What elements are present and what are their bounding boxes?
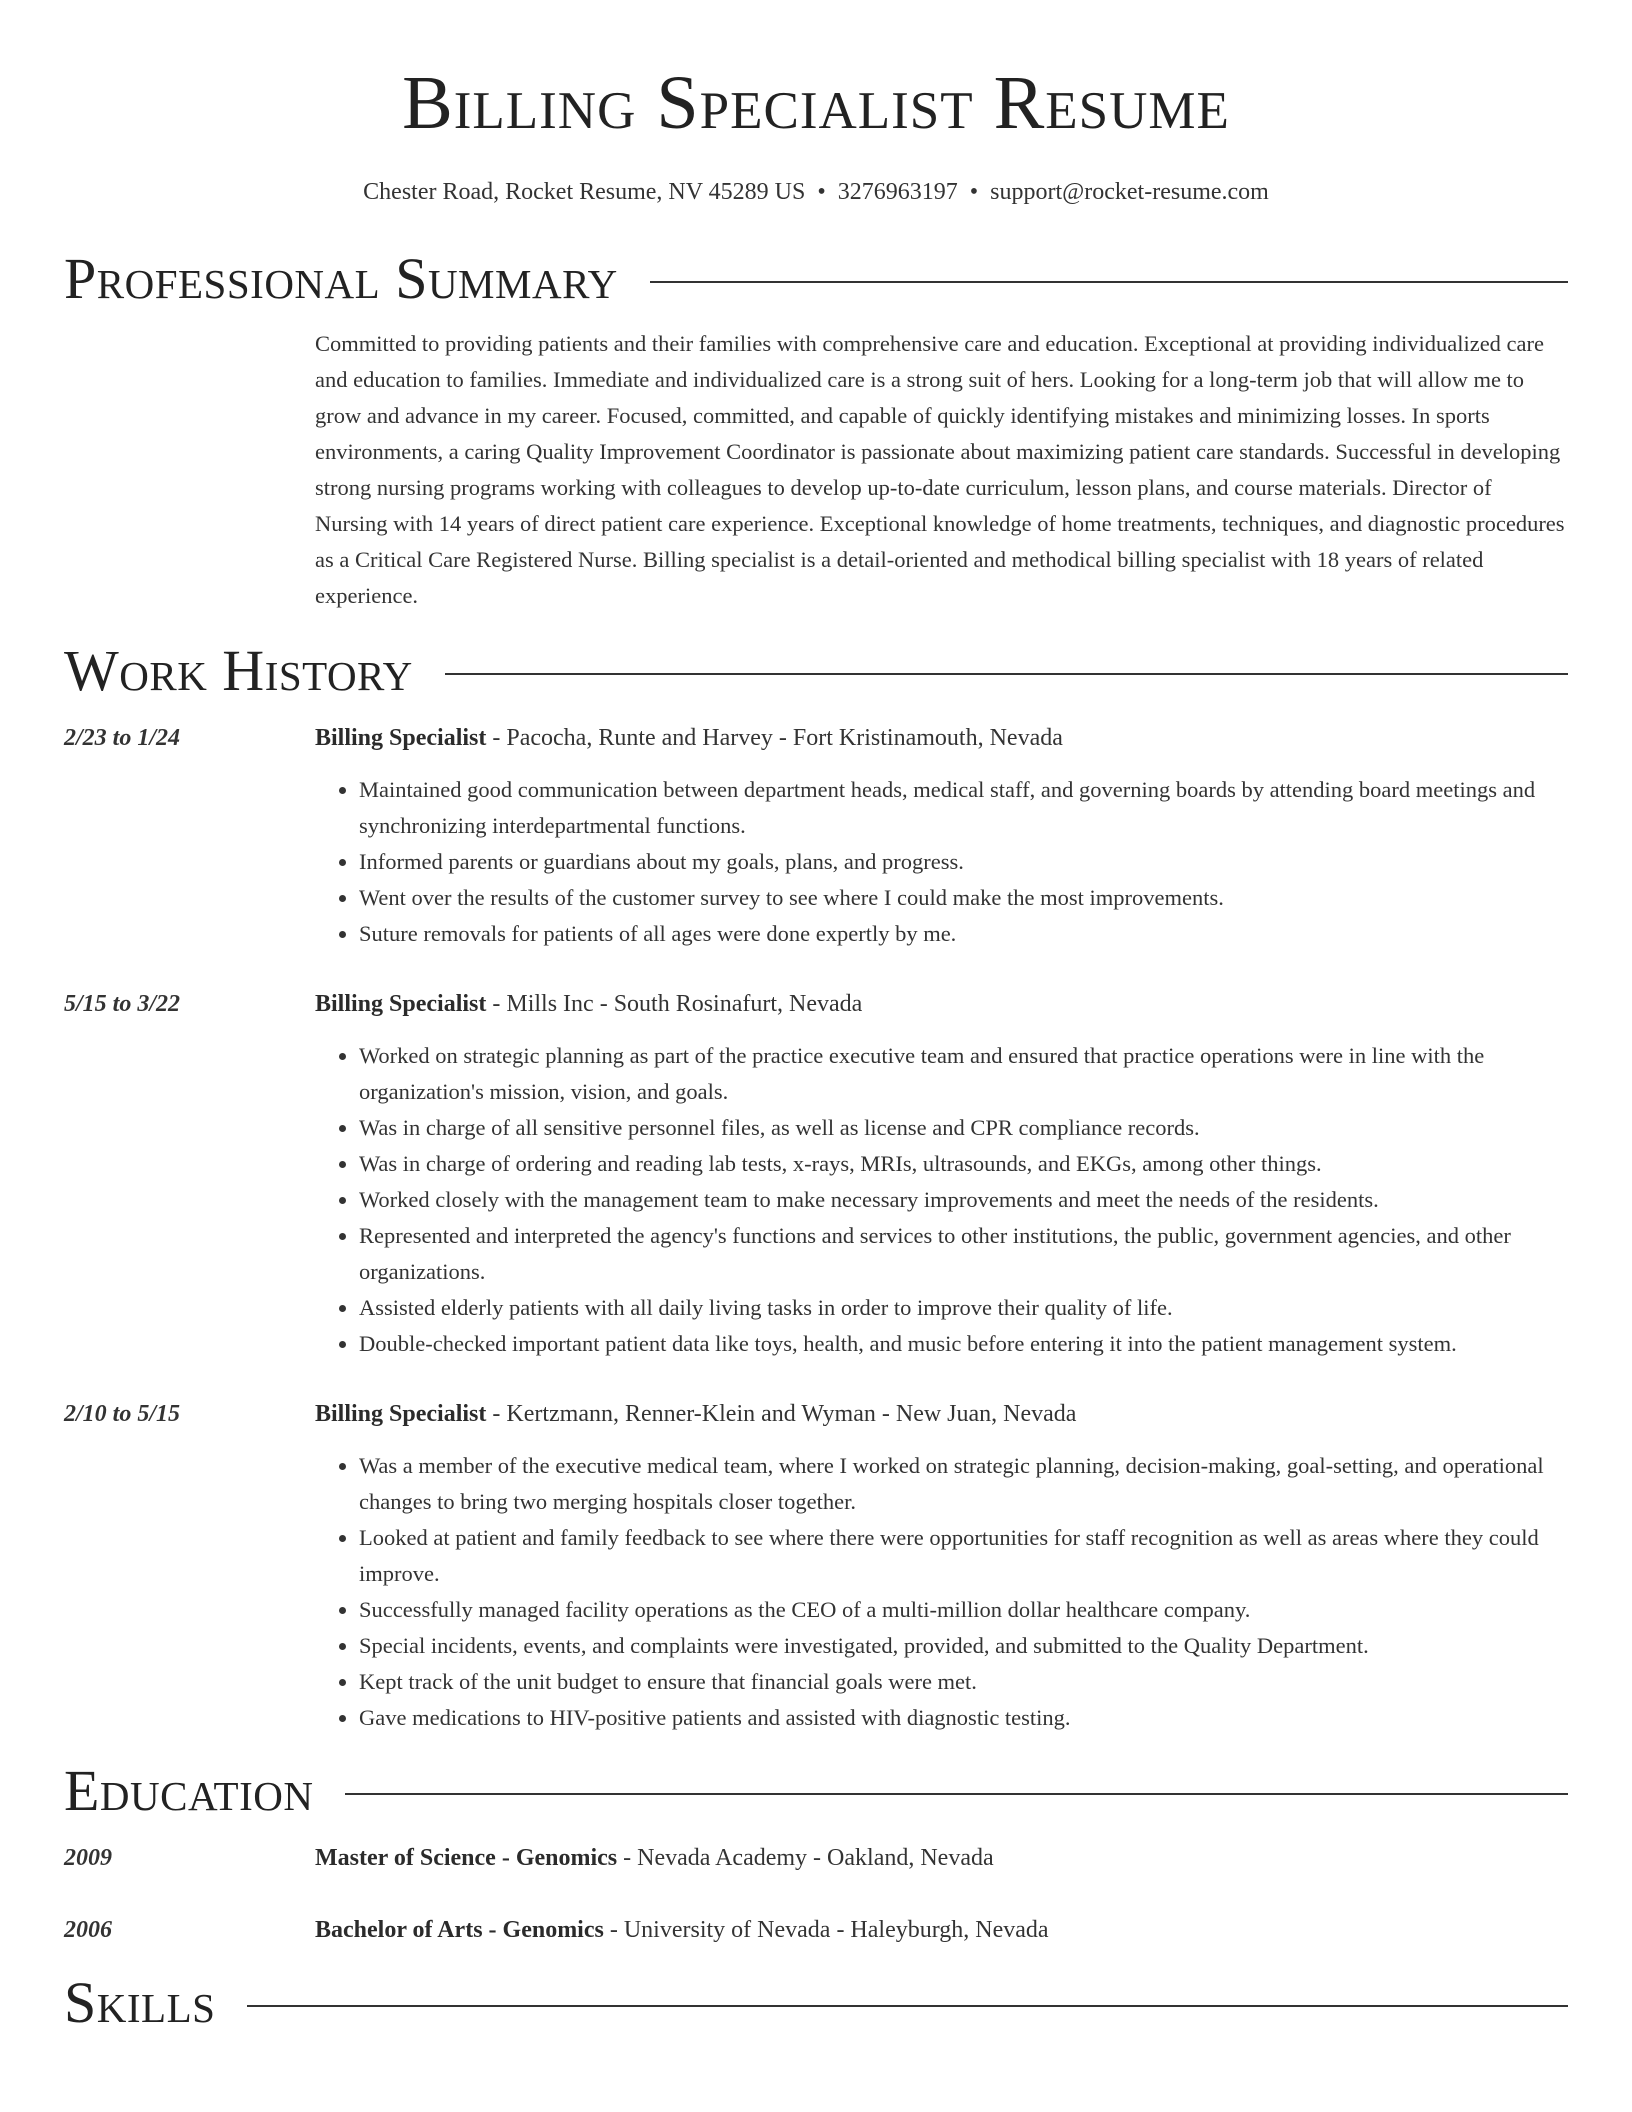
job-bullets <box>315 1448 1568 1736</box>
summary-section-title: Professional Summary <box>64 246 618 311</box>
education-degree: Bachelor of Arts - Genomics <box>315 1917 604 1943</box>
education-year: 2006 <box>64 1917 112 1943</box>
education-line <box>315 1840 994 1876</box>
skills-section-title: Skills <box>64 1970 216 2035</box>
section-divider <box>345 1793 1568 1795</box>
job-entry <box>64 986 1568 1362</box>
job-bullet: • Worked on strategic planning as part of the practice executive team and ensured that practice operations were in line with the organization's mission, vision, and goals. <box>359 1038 1568 1110</box>
section-divider <box>650 281 1568 283</box>
resume-page <box>64 0 1568 2038</box>
skills-section-header <box>64 1968 1568 2038</box>
job-bullet: • Worked closely with the management team to make necessary improvements and meet the needs of the residents. <box>359 1182 1568 1218</box>
job-role-line <box>315 1396 1076 1432</box>
job-bullet: • Informed parents or guardians about my goals, plans, and progress. <box>359 844 1568 880</box>
section-divider <box>445 673 1568 675</box>
job-title: Billing Specialist <box>315 991 487 1017</box>
job-header <box>64 720 1568 756</box>
education-line <box>315 1912 1049 1948</box>
job-dates: 2/23 to 1/24 <box>64 725 181 751</box>
job-bullet: • Looked at patient and family feedback to see where there were opportunities for staff recognition as well as areas where they could improve. <box>359 1520 1568 1592</box>
contact-email: support@rocket-resume.com <box>990 179 1269 205</box>
job-role-line <box>315 720 1063 756</box>
job-bullet: • Represented and interpreted the agency's functions and services to other institutions, the public, government agencies, and other organizations. <box>359 1218 1568 1290</box>
job-dates: 2/10 to 5/15 <box>64 1401 181 1427</box>
job-employer: - Pacocha, Runte and Harvey - Fort Kristinamouth, Nevada <box>486 725 1063 751</box>
work-section-title: Work History <box>64 638 413 703</box>
education-degree: Master of Science - Genomics <box>315 1845 618 1871</box>
job-bullet: • Was a member of the executive medical team, where I worked on strategic planning, decision-making, goal-setting, and operational changes to bring two merging hospitals closer together. <box>359 1448 1568 1520</box>
education-school: - University of Nevada - Haleyburgh, Nevada <box>603 1917 1049 1943</box>
section-divider <box>247 2005 1568 2007</box>
separator-dot: • <box>817 179 826 205</box>
education-year: 2009 <box>64 1845 112 1871</box>
contact-phone: 3276963197 <box>837 179 958 205</box>
job-role-line <box>315 986 862 1022</box>
education-school: - Nevada Academy - Oakland, Nevada <box>617 1845 994 1871</box>
job-bullet: • Assisted elderly patients with all daily living tasks in order to improve their quality of life. <box>359 1290 1568 1326</box>
summary-text: Committed to providing patients and their families with comprehensive care and education. Exceptional at providing individualized care and education to families. Immediate and individualized care is a strong suit of hers. Looking for a long-term job that will allow me to grow and advance in my career. Focused, committed, and capable of quickly identifying mistakes and minimizing losses. In sports environments, a caring Quality Improvement Coordinator is passionate about maximizing patient care standards. Successful in developing strong nursing programs working with colleagues to develop up-to-date curriculum, lesson plans, and course materials. Director of Nursing with 14 years of direct patient care experience. Exceptional knowledge of home treatments, techniques, and diagnostic procedures as a Critical Care Registered Nurse. Billing specialist is a detail-oriented and methodical billing specialist with 18 years of related experience. <box>315 331 1565 608</box>
job-bullet: • Special incidents, events, and complaints were investigated, provided, and submitted to the Quality Department. <box>359 1628 1568 1664</box>
job-bullet: • Gave medications to HIV-positive patients and assisted with diagnostic testing. <box>359 1700 1568 1736</box>
job-bullet: • Double-checked important patient data like toys, health, and music before entering it into the patient management system. <box>359 1326 1568 1362</box>
job-bullet: • Suture removals for patients of all ages were done expertly by me. <box>359 916 1568 952</box>
job-bullet: • Was in charge of all sensitive personnel files, as well as license and CPR compliance records. <box>359 1110 1568 1146</box>
job-entry <box>64 1396 1568 1736</box>
contact-address: Chester Road, Rocket Resume, NV 45289 US <box>363 179 806 205</box>
job-dates: 5/15 to 3/22 <box>64 991 181 1017</box>
job-employer: - Mills Inc - South Rosinafurt, Nevada <box>486 991 863 1017</box>
job-bullet: • Maintained good communication between department heads, medical staff, and governing boards by attending board meetings and synchronizing interdepartmental functions. <box>359 772 1568 844</box>
separator-dot: • <box>969 179 979 205</box>
job-employer: - Kertzmann, Renner-Klein and Wyman - New Juan, Nevada <box>486 1401 1077 1427</box>
resume-title: Billing Specialist Resume <box>402 61 1230 145</box>
job-bullet: • Kept track of the unit budget to ensure that financial goals were met. <box>359 1664 1568 1700</box>
job-title: Billing Specialist <box>315 1401 487 1427</box>
education-entry <box>64 1840 1568 1876</box>
job-bullet: • Was in charge of ordering and reading lab tests, x-rays, MRIs, ultrasounds, and EKGs, among other things. <box>359 1146 1568 1182</box>
education-section-header <box>64 1756 1568 1826</box>
summary-section-header <box>64 244 1568 314</box>
job-header <box>64 1396 1568 1432</box>
contact-line <box>64 176 1568 208</box>
job-bullets <box>315 1038 1568 1362</box>
job-bullet: • Successfully managed facility operations as the CEO of a multi-million dollar healthcare company. <box>359 1592 1568 1628</box>
job-title: Billing Specialist <box>315 725 487 751</box>
job-entry <box>64 720 1568 952</box>
education-section-title: Education <box>64 1758 314 1823</box>
education-entry <box>64 1912 1568 1948</box>
job-header <box>64 986 1568 1022</box>
job-bullet: • Went over the results of the customer survey to see where I could make the most improvements. <box>359 880 1568 916</box>
job-bullets <box>315 772 1568 952</box>
work-section-header <box>64 636 1568 706</box>
